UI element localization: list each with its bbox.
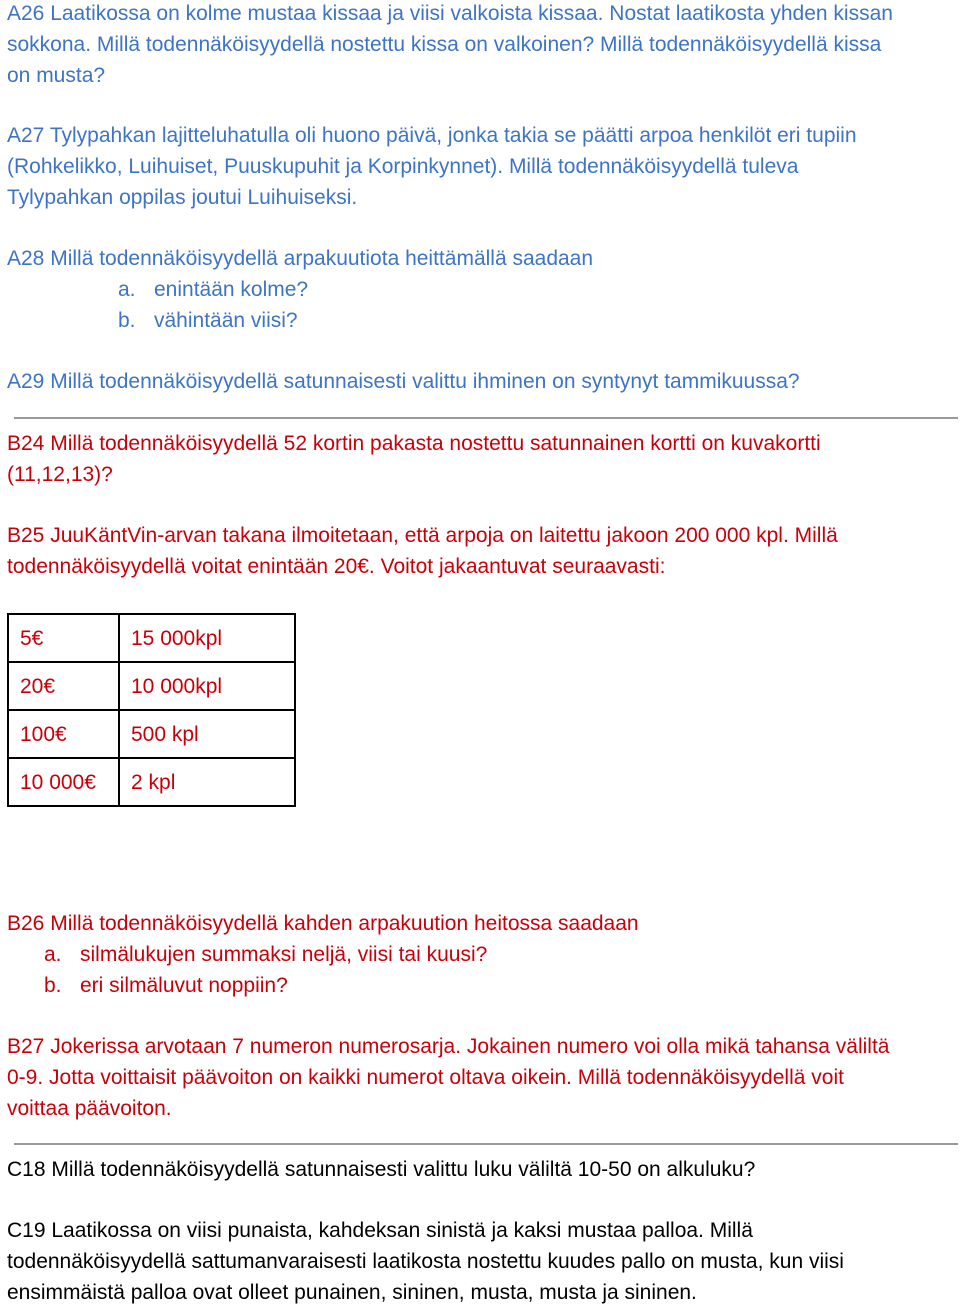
count-cell: 500 kpl — [119, 710, 295, 758]
exercise-b27 — [7, 1031, 957, 1124]
count-cell: 15 000kpl — [119, 614, 295, 662]
b25-line-2: todennäköisyydellä voitat enintään 20€. Voitot jakaantuvat seuraavasti: — [7, 555, 666, 578]
b26-question: B26 Millä todennäköisyydellä kahden arpakuution heitossa saadaan — [7, 912, 639, 935]
list-item-text: enintään kolme? — [154, 278, 309, 301]
b25-line-1: B25 JuuKäntVin-arvan takana ilmoitetaan, että arpoja on laitettu jakoon 200 000 kpl. Millä — [7, 524, 838, 547]
exercise-b25 — [7, 520, 957, 582]
section-divider — [14, 1143, 958, 1145]
table-row — [8, 710, 295, 758]
a26-line-2: sokkona. Millä todennäköisyydellä nostettu kissa on valkoinen? Millä todennäköisyydellä kissa — [7, 33, 882, 56]
list-marker: a. — [44, 943, 62, 966]
prize-cell: 10 000€ — [8, 758, 119, 806]
list-item-text: eri silmäluvut noppiin? — [80, 974, 288, 997]
a26-line-1: A26 Laatikossa on kolme mustaa kissaa ja viisi valkoista kissaa. Nostat laatikosta yhden kissan — [7, 2, 893, 25]
c18-question: C18 Millä todennäköisyydellä satunnaisesti valittu luku väliltä 10-50 on alkuluku? — [7, 1158, 756, 1181]
c19-line-1: C19 Laatikossa on viisi punaista, kahdeksan sinistä ja kaksi mustaa palloa. Millä — [7, 1219, 753, 1242]
a27-line-2: (Rohkelikko, Luihuiset, Puuskupuhit ja Korpinkynnet). Millä todennäköisyydellä tuleva — [7, 155, 799, 178]
list-marker: b. — [44, 974, 62, 997]
prize-cell: 5€ — [8, 614, 119, 662]
count-cell: 10 000kpl — [119, 662, 295, 710]
exercise-a28 — [7, 243, 957, 274]
section-divider — [14, 417, 958, 419]
list-item-text: vähintään viisi? — [154, 309, 298, 332]
a26-line-3: on musta? — [7, 64, 106, 87]
b27-line-2: 0-9. Jotta voittaisit päävoiton on kaikki numerot oltava oikein. Millä todennäköisyydellä voit — [7, 1066, 844, 1089]
count-cell: 2 kpl — [119, 758, 295, 806]
table-row — [8, 662, 295, 710]
b27-line-1: B27 Jokerissa arvotaan 7 numeron numerosarja. Jokainen numero voi olla mikä tahansa väliltä — [7, 1035, 890, 1058]
c19-line-3: ensimmäistä palloa ovat olleet punainen, sininen, musta, musta ja sininen. — [7, 1281, 697, 1304]
a29-question: A29 Millä todennäköisyydellä satunnaisesti valittu ihminen on syntynyt tammikuussa? — [7, 370, 800, 393]
list-marker: b. — [118, 309, 136, 332]
list-marker: a. — [118, 278, 136, 301]
exercise-a26 — [7, 0, 957, 91]
exercise-a27 — [7, 120, 957, 213]
a28-question: A28 Millä todennäköisyydellä arpakuutiota heittämällä saadaan — [7, 247, 594, 270]
exercise-c19 — [7, 1215, 957, 1308]
exercise-b26 — [7, 908, 957, 939]
b24-line-1: B24 Millä todennäköisyydellä 52 kortin pakasta nostettu satunnainen kortti on kuvakortti — [7, 432, 821, 455]
list-item-text: silmälukujen summaksi neljä, viisi tai kuusi? — [80, 943, 488, 966]
b24-line-2: (11,12,13)? — [7, 463, 113, 486]
table-row — [8, 614, 295, 662]
c19-line-2: todennäköisyydellä sattumanvaraisesti laatikosta nostettu kuudes pallo on musta, kun viisi — [7, 1250, 844, 1273]
prize-cell: 20€ — [8, 662, 119, 710]
exercise-c18 — [7, 1154, 957, 1185]
table-row — [8, 758, 295, 806]
a27-line-1: A27 Tylypahkan lajitteluhatulla oli huono päivä, jonka takia se päätti arpoa henkilöt eri tupiin — [7, 124, 857, 147]
exercise-a29 — [7, 366, 957, 397]
prize-table — [7, 613, 296, 807]
a27-line-3: Tylypahkan oppilas joutui Luihuiseksi. — [7, 186, 358, 209]
prize-cell: 100€ — [8, 710, 119, 758]
b27-line-3: voittaa päävoiton. — [7, 1097, 172, 1120]
exercise-b24 — [7, 428, 957, 490]
